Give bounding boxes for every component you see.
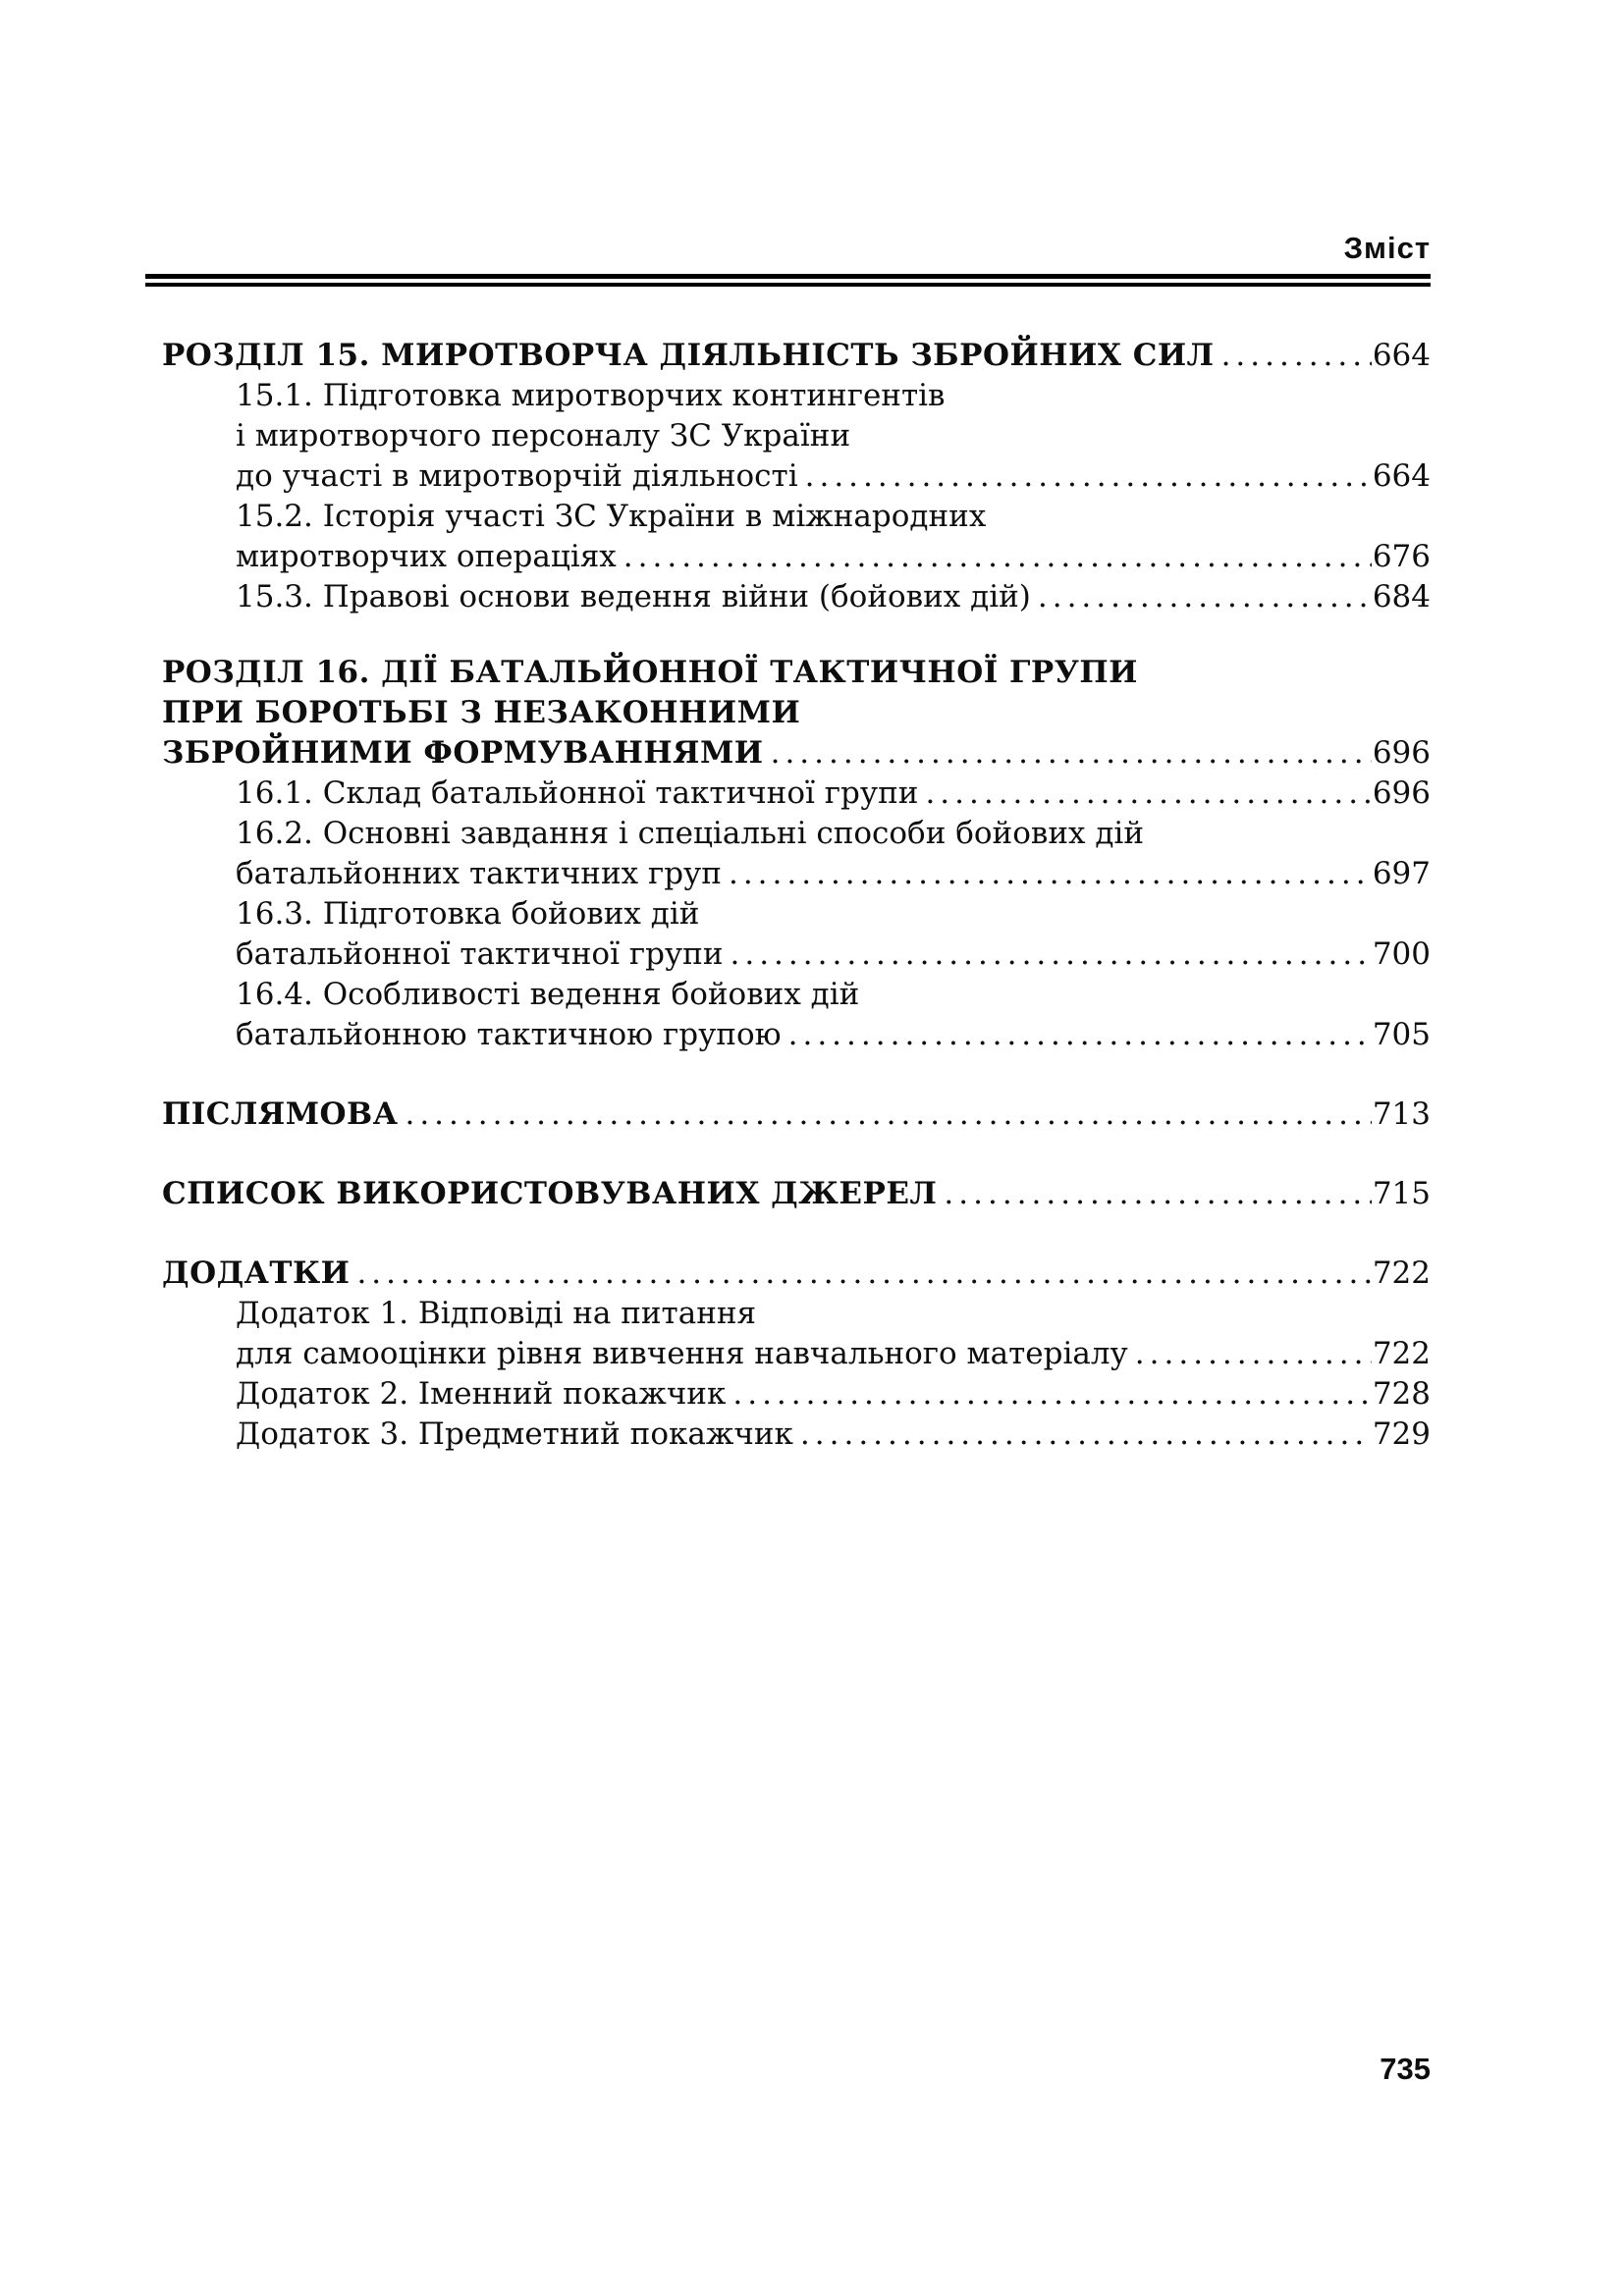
toc-entry-text: батальйонних тактичних груп (236, 856, 722, 891)
header-double-rule (145, 274, 1431, 287)
toc-page-number: 705 (1372, 1017, 1431, 1052)
toc-line (162, 975, 1431, 1015)
toc-line (162, 1015, 1431, 1055)
toc-line (162, 1415, 1431, 1455)
toc-line (162, 497, 1431, 537)
toc-entry-text: ПІСЛЯМОВА (162, 1096, 399, 1132)
toc-page-number: 664 (1372, 338, 1431, 373)
toc-line (162, 653, 1431, 693)
toc-entry-text: миротворчих операціях (236, 539, 617, 574)
toc-line (162, 1174, 1431, 1214)
toc-entry-text: для самооцінки рівня вивчення навчального матеріалу (236, 1336, 1128, 1371)
toc-page-number: 715 (1372, 1176, 1431, 1211)
toc-line (162, 693, 1431, 733)
toc-dot-leader (623, 537, 1372, 577)
toc-page-number: 696 (1372, 735, 1431, 771)
toc-entry-text: ЗБРОЙНИМИ ФОРМУВАННЯМИ (162, 735, 764, 771)
toc-line (162, 1095, 1431, 1135)
toc-line (162, 1334, 1431, 1374)
toc-dot-leader (405, 1095, 1371, 1135)
toc-dot-leader (356, 1254, 1371, 1294)
toc-entry-text: Додаток 2. Іменний покажчик (236, 1376, 727, 1412)
toc-entry-text: 15.2. Історія участі ЗС України в міжнародних (236, 499, 987, 534)
toc-page-number: 696 (1372, 775, 1431, 811)
toc-entry-text: батальйонної тактичної групи (236, 936, 724, 972)
toc-line (162, 934, 1431, 975)
toc-line (162, 577, 1431, 617)
toc-line (162, 1254, 1431, 1294)
toc-page-number: 729 (1372, 1416, 1431, 1452)
toc-dot-leader (1221, 336, 1372, 376)
toc-entry-text: РОЗДІЛ 16. ДІЇ БАТАЛЬЙОННОЇ ТАКТИЧНОЇ ГРУПИ (162, 655, 1138, 690)
toc-dot-leader (800, 1415, 1372, 1455)
toc-dot-leader (1135, 1334, 1372, 1374)
toc-entry-text: Додаток 1. Відповіді на питання (236, 1296, 757, 1331)
toc-entry-text: 16.4. Особливості ведення бойових дій (236, 977, 860, 1012)
toc-page-number: 722 (1372, 1255, 1431, 1291)
toc-entry-text: 15.3. Правові основи ведення війни (бойових дій) (236, 579, 1031, 614)
toc-entry-text: 16.3. Підготовка бойових дій (236, 896, 700, 932)
toc-entry-text: і миротворчого персоналу ЗС України (236, 418, 851, 454)
toc-entry-text: Додаток 3. Предметний покажчик (236, 1416, 793, 1452)
page-content (162, 232, 1431, 1455)
toc-entry-text: ПРИ БОРОТЬБІ З НЕЗАКОННИМИ (162, 695, 801, 730)
toc-dot-leader (732, 1374, 1371, 1415)
toc-line (162, 854, 1431, 894)
toc-dot-leader (771, 733, 1372, 774)
toc-page-number: 713 (1372, 1096, 1431, 1132)
toc-page-number: 728 (1372, 1376, 1431, 1412)
toc-page-number: 697 (1372, 856, 1431, 891)
toc-page-number: 722 (1372, 1336, 1431, 1371)
toc-entry-text: ДОДАТКИ (162, 1255, 351, 1291)
toc-dot-leader (1038, 577, 1372, 617)
toc-dot-leader (788, 1015, 1372, 1055)
toc-page-number: 700 (1372, 936, 1431, 972)
toc-line (162, 814, 1431, 854)
toc-line (162, 537, 1431, 577)
toc-dot-leader (730, 934, 1371, 975)
toc-entry-text: 15.1. Підготовка миротворчих контингентів (236, 378, 946, 413)
toc-page-number: 664 (1372, 458, 1431, 494)
table-of-contents (162, 336, 1431, 1455)
toc-entry-text: РОЗДІЛ 15. МИРОТВОРЧА ДІЯЛЬНІСТЬ ЗБРОЙНИХ СИЛ (162, 338, 1215, 373)
toc-dot-leader (944, 1174, 1371, 1214)
toc-page-number: 676 (1372, 539, 1431, 574)
toc-entry-text: СПИСОК ВИКОРИСТОВУВАНИХ ДЖЕРЕЛ (162, 1176, 938, 1211)
toc-entry-text: батальйонною тактичною групою (236, 1017, 782, 1052)
toc-line (162, 416, 1431, 456)
toc-line (162, 1374, 1431, 1415)
toc-line (162, 733, 1431, 774)
toc-line (162, 894, 1431, 934)
toc-dot-leader (729, 854, 1372, 894)
toc-line (162, 336, 1431, 376)
toc-dot-leader (805, 456, 1372, 497)
toc-entry-text: до участі в миротворчій діяльності (236, 458, 798, 494)
page-header-title: Зміст (1343, 231, 1431, 265)
toc-entry-text: 16.2. Основні завдання і спеціальні способи бойових дій (236, 816, 1144, 851)
toc-line (162, 1294, 1431, 1334)
toc-line (162, 456, 1431, 497)
toc-dot-leader (925, 774, 1371, 814)
toc-page-number: 684 (1372, 579, 1431, 614)
page-number: 735 (1380, 2052, 1431, 2086)
toc-line (162, 376, 1431, 416)
toc-entry-text: 16.1. Склад батальйонної тактичної групи (236, 775, 919, 811)
toc-line (162, 774, 1431, 814)
